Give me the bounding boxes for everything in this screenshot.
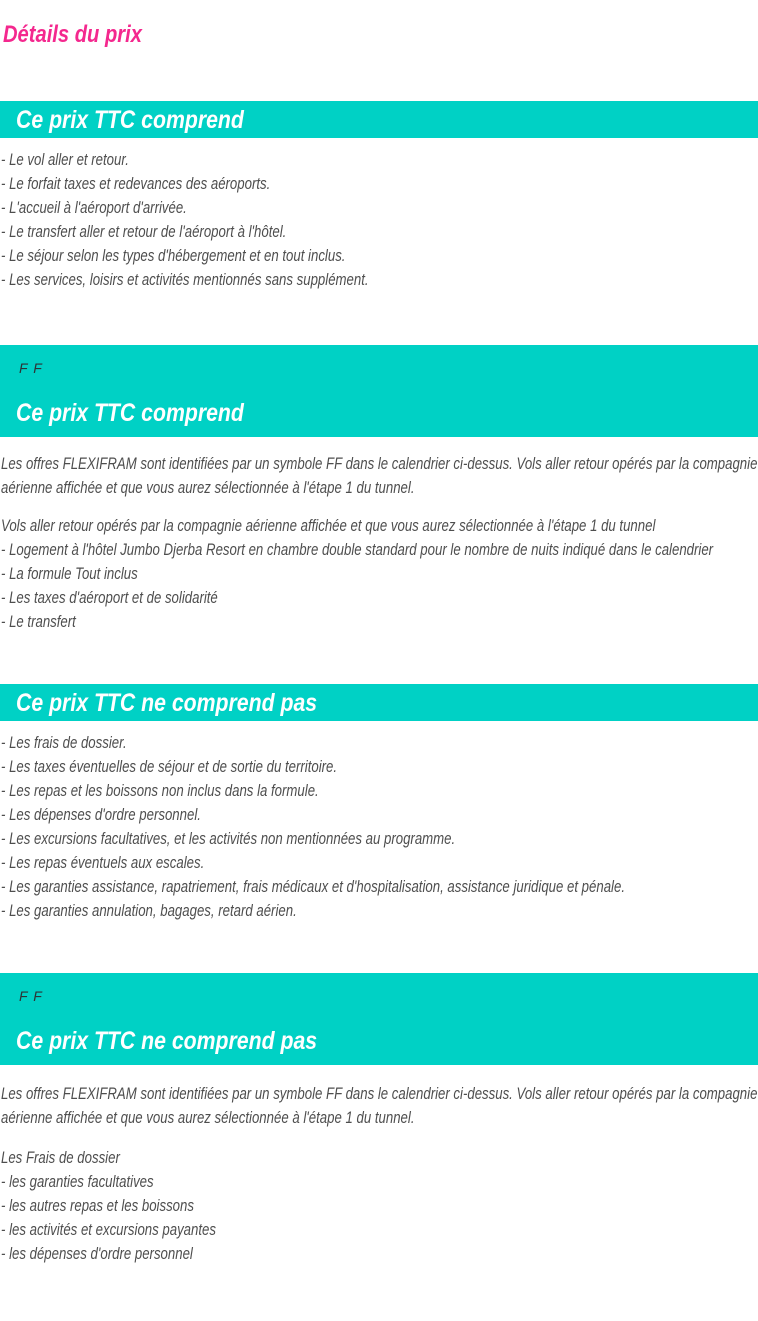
- page-title: Détails du prix: [3, 21, 142, 48]
- list-item: - Les garanties assistance, rapatriement, frais médicaux et d'hospitalisation, assistance juridique et pénale.: [1, 878, 625, 896]
- list-item: - Logement à l'hôtel Jumbo Djerba Resort en chambre double standard pour le nombre de nuits indiqué dans le calendrier: [1, 541, 714, 559]
- section-header-not-included: [0, 684, 758, 721]
- section-heading: Ce prix TTC ne comprend pas: [16, 688, 318, 717]
- section-header-included: [0, 101, 758, 138]
- list-item: - Les frais de dossier.: [1, 734, 127, 752]
- list-item: - Le vol aller et retour.: [1, 151, 129, 169]
- list-item: - les activités et excursions payantes: [1, 1221, 216, 1239]
- list-item: - Les excursions facultatives, et les activités non mentionnées au programme.: [1, 830, 456, 848]
- list-item: - Les dépenses d'ordre personnel.: [1, 806, 201, 824]
- list-item: - les autres repas et les boissons: [1, 1197, 194, 1215]
- list-item: - les dépenses d'ordre personnel: [1, 1245, 193, 1263]
- list-item: - Les garanties annulation, bagages, retard aérien.: [1, 902, 297, 920]
- list-item: Les Frais de dossier: [1, 1149, 120, 1167]
- ff-included-list: [1, 514, 758, 634]
- section-header-ff-not-included: [0, 973, 758, 1065]
- ff-included-intro: Les offres FLEXIFRAM sont identifiées par un symbole FF dans le calendrier ci-dessus. Vols aller retour opérés par la compagnie aérienne affichée et que vous aurez sélectionnée à l'étape 1 du tunnel.: [1, 455, 758, 497]
- list-item: - Le forfait taxes et redevances des aéroports.: [1, 175, 271, 193]
- section-heading: Ce prix TTC comprend: [16, 399, 244, 427]
- list-item: - Les repas éventuels aux escales.: [1, 854, 205, 872]
- ff-not-included-list: [1, 1146, 758, 1266]
- list-item: - Les taxes éventuelles de séjour et de sortie du territoire.: [1, 758, 338, 776]
- list-item: Vols aller retour opérés par la compagnie aérienne affichée et que vous aurez sélectionnée à l'étape 1 du tunnel: [1, 517, 656, 535]
- ff-not-included-intro: Les offres FLEXIFRAM sont identifiées par un symbole FF dans le calendrier ci-dessus. Vols aller retour opérés par la compagnie aérienne affichée et que vous aurez sélectionnée à l'étape 1 du tunnel.: [1, 1085, 758, 1127]
- ff-badge: F F: [19, 360, 43, 376]
- list-item: - Le transfert aller et retour de l'aéroport à l'hôtel.: [1, 223, 287, 241]
- list-item: - La formule Tout inclus: [1, 565, 138, 583]
- not-included-list: [1, 731, 758, 923]
- section-heading: Ce prix TTC ne comprend pas: [16, 1027, 318, 1055]
- list-item: - Le séjour selon les types d'hébergement et en tout inclus.: [1, 247, 346, 265]
- list-item: - Les taxes d'aéroport et de solidarité: [1, 589, 218, 607]
- list-item: - Le transfert: [1, 613, 76, 631]
- list-item: - Les services, loisirs et activités mentionnés sans supplément.: [1, 271, 369, 289]
- list-item: - Les repas et les boissons non inclus dans la formule.: [1, 782, 319, 800]
- section-header-ff-included: [0, 345, 758, 437]
- ff-badge: F F: [19, 988, 43, 1004]
- included-list: [1, 148, 758, 292]
- list-item: - L'accueil à l'aéroport d'arrivée.: [1, 199, 187, 217]
- list-item: - les garanties facultatives: [1, 1173, 154, 1191]
- section-heading: Ce prix TTC comprend: [16, 105, 244, 134]
